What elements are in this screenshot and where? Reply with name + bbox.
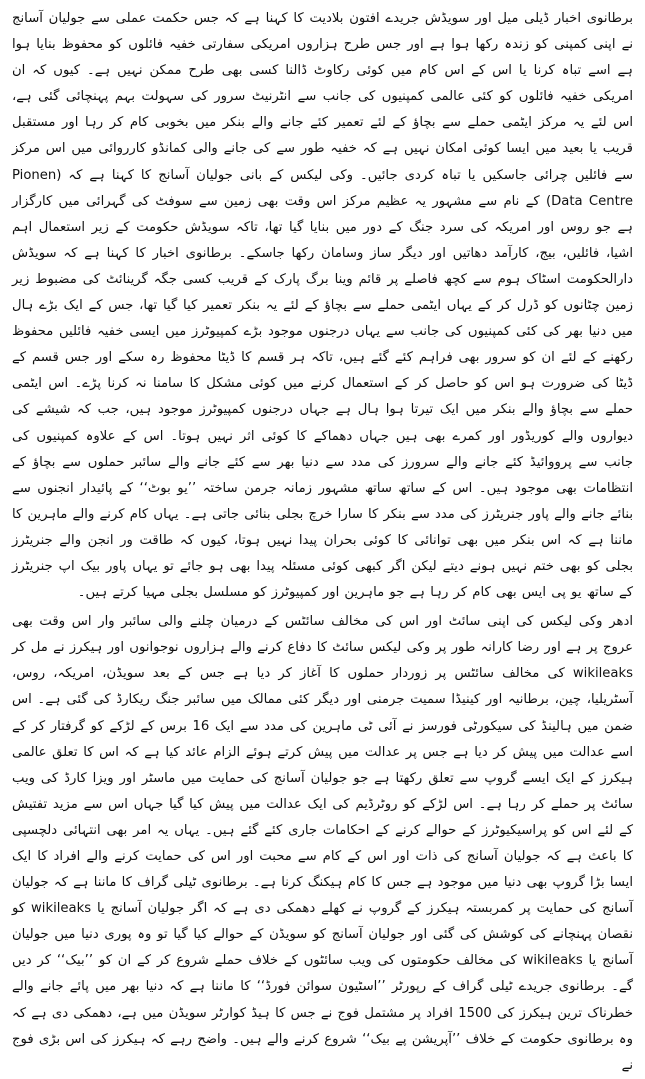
article-body [12,6,633,1079]
paragraph-bunker: برطانوی اخبار ڈیلی میل اور سویڈش جریدے افتون بلادیت کا کہنا ہے کہ جس حکمت عملی سے جولیان آسانج نے اپنی کمپنی کو زندہ رکھا ہوا ہے اور جس طرح ہزاروں امریکی سفارتی خفیہ فائلوں کو محفوظ بنایا ہوا ہے اسے تباہ کرنا یا اس کے اس کام میں کوئی رکاوٹ ڈالنا کسی بھی طرح ممکن نہیں ہے۔ کیوں کہ ان امریکی خفیہ فائلوں کو کئی عالمی کمپنیوں کی جانب سے انٹرنیٹ سرور کی سہولت بہم پہنچائی گئی ہے، اس لئے یہ مرکز ایٹمی حملے سے بچاؤ کے لئے تعمیر کئے جانے والے بنکر میں بخوبی کام کر رہا اور مستقبل قریب یا بعید میں ایسا کوئی امکان نہیں ہے کہ خفیہ طور سے کی جانے والی کمانڈو کارروائی میں اس مرکز سے فائلیں چرائی جاسکیں یا تباہ کردی جائیں۔ وکی لیکس کے بانی جولیان آسانج کا کہنا ہے کہ (Pionen Data Centre) کے نام سے مشہور یہ عظیم مرکز اس وقت بھی زمین سے سوفٹ کی گہرائی میں کارگزار ہے جو روس اور امریکہ کی سرد جنگ کے دور میں بنایا گیا تھا، تاکہ سویڈش حکومت کے زیر استعمال اہم اشیا، فائلیں، بیج، کارآمد دھاتیں اور دیگر ساز وسامان رکھا جاسکے۔ برطانوی اخبار کا کہنا ہے کہ سویڈش دارالحکومت اسٹاک ہوم سے کچھ فاصلے پر قائم وینا برگ پارک کے قریب کسی جگہ گرینائٹ کی مضبوط زیر زمین چٹانوں کو ڈرل کر کے یہاں ایٹمی حملے سے بچاؤ کے لئے یہ بنکر تعمیر کیا گیا تھا، جس کے ایک بڑے ہال میں دنیا بھر کی کئی کمپنیوں کی جانب سے یہاں درجنوں موجود بڑے کمپیوٹرز میں ایسی خفیہ فائلیں محفوظ رکھنے کے لئے ان کو سرور بھی فراہم کئے گئے ہیں، تاکہ ہر قسم کا ڈیٹا محفوظ رہ سکے اور جس قسم کے ڈیٹا کی ضرورت ہو اس کو حاصل کر کے استعمال کرنے میں کوئی مشکل کا سامنا نہ کرنا پڑے۔ اس ایٹمی حملے سے بچاؤ والے بنکر میں ایک تیرتا ہوا ہال ہے جہاں درجنوں کمپیوٹرز موجود ہیں، جب کہ شیشے کی دیواروں والے کوریڈور اور کمرے بھی ہیں جہاں دھماکے کا کوئی اثر نہیں ہوتا۔ اس کے علاوہ کمپنیوں کی جانب سے پرووائیڈ کئے جانے والے سرورز کی مدد سے دنیا بھر سے کئے جانے والے سائبر حملوں سے بچاؤ کے انتظامات بھی موجود ہیں۔ اس کے ساتھ ساتھ مشہور زمانہ جرمن ساختہ ’’یو بوٹ‘‘ کے پائیدار انجنوں سے بنائے جانے والے پاور جنریٹرز کی مدد سے بنکر کا سارا خرچ بجلی بنائی جاتی ہے۔ یہاں کام کرنے والے ماہرین کا ماننا ہے کہ اس بنکر میں بھی توانائی کا کوئی بحران پیدا نہیں ہوتا، کیوں کہ طاقت ور انجن والے جنریٹرز بجلی کو بھی ختم نہیں ہونے دیتے لیکن اگر کبھی کوئی مسئلہ پیدا بھی ہو جائے تو یہاں پاور بیک اپ جنریٹرز کے ساتھ یو پی ایس بھی کام کر رہا ہے جو ماہرین اور کمپیوٹرز کو مسلسل بجلی مہیا کرتے ہیں۔ [12,11,633,601]
paragraph-cyber-war: ادھر وکی لیکس کی اپنی سائٹ اور اس کی مخالف سائٹس کے درمیان چلنے والی سائبر وار اس وقت بھی عروج پر ہے اور رضا کارانہ طور پر وکی لیکس سائٹ کا دفاع کرنے والے ہزاروں نوجوانوں اور ہیکرز نے مل کر wikileaks کی مخالف سائٹس پر زوردار حملوں کا آغاز کر دیا ہے جس کے بعد سویڈن، امریکہ، روس، آسٹریلیا، چین، برطانیہ اور کینیڈا سمیت جرمنی اور دیگر کئی ممالک میں سائبر جنگ ریکارڈ کی گئی ہے۔ اس ضمن میں ہالینڈ کی سیکورٹی فورسز نے آئی ٹی ماہرین کی مدد سے ایک 16 برس کے لڑکے کو گرفتار کر کے اسے عدالت میں پیش کر دیا ہے جس پر عدالت میں پیش کرتے ہوئے الزام عائد کیا ہے کہ اس کا تعلق عالمی ہیکرز کے ایک ایسے گروپ سے تعلق رکھتا ہے جو جولیان آسانج کی حمایت میں ماسٹر اور ویزا کارڈ کی ویب سائٹ پر حملے کر رہا ہے۔ اس لڑکے کو روٹرڈیم کی ایک عدالت میں پیش کیا گیا جہاں اس سے مزید تفتیش کے لئے اس کو پراسیکیوٹرز کے حوالے کرنے کے احکامات جاری کئے گئے ہیں۔ یہاں یہ امر بھی انتہائی دلچسپی کا باعث ہے کہ جولیان آسانج کی ذات اور اس کے کام سے محبت اور اس کی حمایت کرنے والے افراد کا ایک ایسا بڑا گروپ بھی دنیا میں موجود ہے جس کا کام ہیکنگ کرنا ہے۔ برطانوی ٹیلی گراف کا ماننا ہے کہ جولیان آسانج کی حمایت پر کمربستہ ہیکرز کے گروپ نے کھلے دھمکی دی ہے کہ اگر جولیان آسانج یا wikileaks کو نقصان پہنچانے کی کوشش کی گئی اور جولیان آسانج کو سویڈن کے حوالے کیا گیا تو وہ پوری دنیا میں جولیان آسانج یا wikileaks کی مخالف حکومتوں کی ویب سائٹوں کے خلاف حملے شروع کر کے ان کو ’’بیک‘‘ کر دیں گے۔ برطانوی جریدے ٹیلی گراف کے رپورٹر ’’اسٹیون سوائن فورڈ‘‘ کا ماننا ہے کہ دنیا بھر میں پائے جانے والے خطرناک ترین ہیکرز کی 1500 افراد پر مشتمل فوج نے جس کا ہیڈ کوارٹر سویڈن میں ہے، دھمکی دی ہے کہ وہ برطانوی حکومت کے خلاف ’’آپریشن پے بیک‘‘ شروع کرنے والے ہیں۔ واضح رہے کہ ہیکرز کی اس بڑی فوج نے [12,614,633,1073]
